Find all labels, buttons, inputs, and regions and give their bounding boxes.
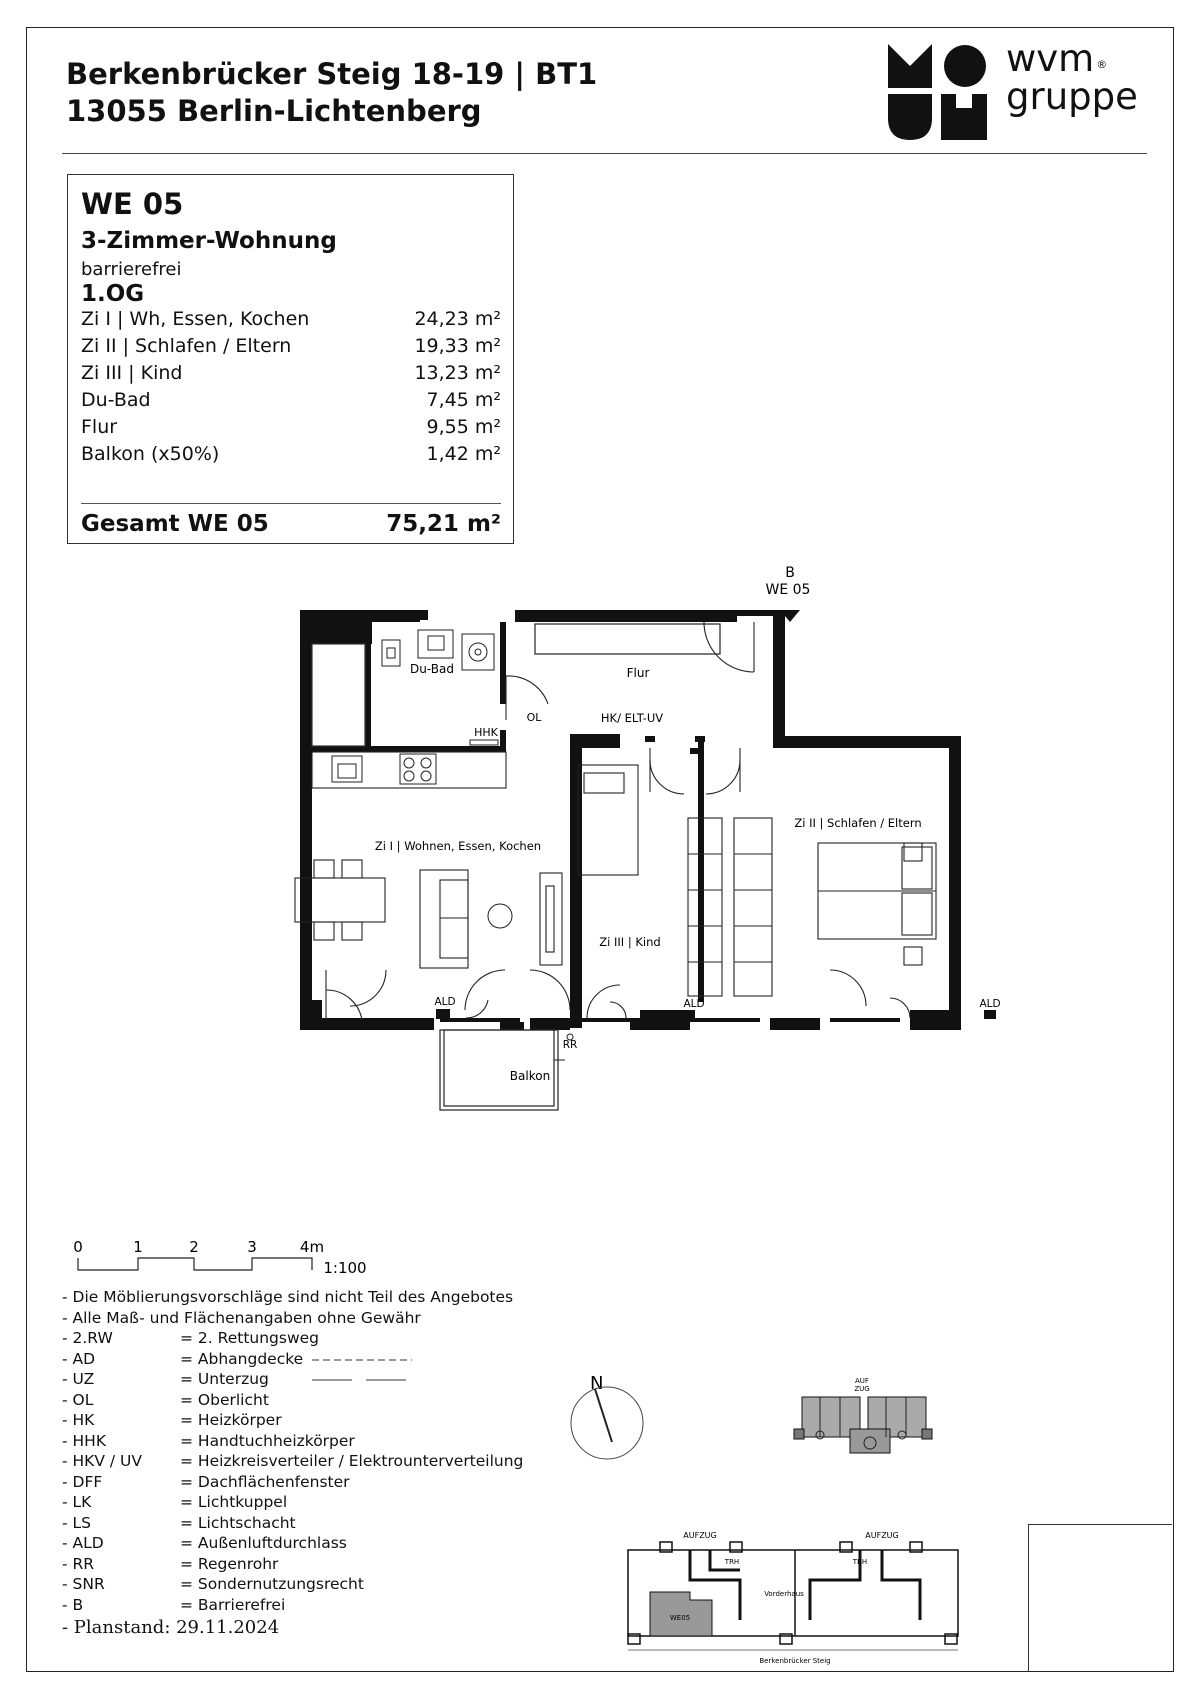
legend-item xyxy=(62,1328,513,1349)
hhk-label: HHK xyxy=(474,726,498,739)
compass-icon xyxy=(565,1371,655,1461)
shower-icon xyxy=(462,634,494,670)
site-trh-label: TRH xyxy=(852,1558,868,1566)
legend-item xyxy=(62,1349,513,1370)
legend-item xyxy=(62,1574,513,1595)
total-row xyxy=(81,511,501,537)
scale-tick: 0 xyxy=(73,1238,83,1256)
unit-floor: 1.OG xyxy=(81,281,145,307)
total-divider xyxy=(81,503,501,504)
legend-abbr: - HHK xyxy=(62,1431,106,1450)
legend-item xyxy=(62,1492,513,1513)
washbasin-icon xyxy=(418,630,453,658)
scale-tick: 3 xyxy=(247,1238,257,1256)
north-label: N xyxy=(590,1373,604,1394)
room-area-list xyxy=(81,308,501,470)
brand-line-1: wvm xyxy=(1006,37,1095,80)
scale-tick: 4m xyxy=(299,1238,325,1256)
ol-label: OL xyxy=(526,711,542,724)
unit-info-box xyxy=(67,174,514,544)
legend-item xyxy=(62,1513,513,1534)
site-street-label: Berkenbrücker Steig xyxy=(759,1657,831,1665)
unit-note: barrierefrei xyxy=(81,259,182,280)
legend-desc: = Sondernutzungsrecht xyxy=(180,1575,364,1593)
site-aufzug-label: AUFZUG xyxy=(683,1531,717,1540)
sofa-icon xyxy=(420,870,468,968)
entry-marker-label: B xyxy=(785,565,795,581)
site-aufzug-label: AUFZUG xyxy=(865,1531,899,1540)
total-label: Gesamt WE 05 xyxy=(81,511,269,537)
legend-desc: = Oberlicht xyxy=(180,1390,269,1409)
flur-label: Flur xyxy=(626,666,650,680)
wvm-logo-icon xyxy=(888,44,988,140)
scale-tick: 1 xyxy=(133,1238,143,1256)
bath-label: Du-Bad xyxy=(410,662,454,676)
legend-abbr: - SNR xyxy=(62,1575,105,1593)
total-area: 75,21 m² xyxy=(386,511,501,537)
legend-desc: = Abhangdecke xyxy=(180,1349,304,1368)
unit-id: WE 05 xyxy=(81,187,184,221)
kitchen-counter xyxy=(312,752,506,788)
legend-item xyxy=(62,1472,513,1493)
plan-date: - Planstand: 29.11.2024 xyxy=(62,1617,280,1638)
legend-item xyxy=(62,1595,513,1616)
legend-item xyxy=(62,1369,513,1390)
long-dash-line-icon xyxy=(312,1378,412,1382)
site-vorderhaus-label: Vorderhaus xyxy=(764,1590,804,1598)
legend-item xyxy=(62,1554,513,1575)
interior-walls xyxy=(312,622,705,1028)
balcony-label: Balkon xyxy=(509,1069,551,1083)
room-label: Flur xyxy=(81,416,118,438)
room-area: 9,55 m² xyxy=(426,416,501,438)
address-line-2: 13055 Berlin-Lichtenberg xyxy=(66,94,482,128)
legend-abbr: - DFF xyxy=(62,1472,103,1491)
wardrobe-niche xyxy=(535,624,720,654)
scale-bar xyxy=(70,1238,390,1288)
unit-type: 3-Zimmer-Wohnung xyxy=(81,228,337,254)
room-row xyxy=(81,335,501,362)
project-address xyxy=(66,56,597,130)
legend-desc: = Regenrohr xyxy=(180,1554,279,1573)
hk-label: HK/ ELT-UV xyxy=(600,711,664,725)
legend xyxy=(62,1287,524,1615)
address-line-1: Berkenbrücker Steig 18-19 | BT1 xyxy=(66,57,598,91)
legend-desc: = Unterzug xyxy=(180,1370,269,1388)
room-area: 1,42 m² xyxy=(426,443,501,465)
room-area: 7,45 m² xyxy=(426,389,501,411)
legend-note: - Alle Maß- und Flächenangaben ohne Gewähr xyxy=(62,1308,421,1327)
ald-label-living: ALD xyxy=(434,996,456,1008)
room-label: Zi II | Schlafen / Eltern xyxy=(81,335,292,357)
dashed-line-icon xyxy=(312,1358,412,1362)
legend-abbr: - 2.RW xyxy=(62,1329,113,1347)
building-keyplan-icon xyxy=(790,1375,940,1475)
site-unit-label: WE05 xyxy=(669,1614,691,1622)
legend-desc: = Heizkreisverteiler / Elektrounterverteilung xyxy=(180,1452,524,1470)
bedroom-label: Zi II | Schlafen / Eltern xyxy=(794,816,922,830)
legend-desc: = Lichtkuppel xyxy=(180,1493,288,1511)
legend-desc: = Dachflächenfenster xyxy=(180,1472,350,1491)
legend-abbr: - LK xyxy=(62,1493,92,1511)
room-label: Du-Bad xyxy=(81,389,151,411)
toilet-icon xyxy=(382,640,400,666)
room-label: Zi I | Wh, Essen, Kochen xyxy=(81,308,310,330)
kid-wardrobe-icon xyxy=(688,818,722,996)
kid-room-label: Zi III | Kind xyxy=(599,935,661,949)
brand-line-2: gruppe xyxy=(1006,75,1138,118)
legend-abbr: - B xyxy=(62,1595,84,1614)
kid-bed-icon xyxy=(578,765,638,875)
site-trh-label: TRH xyxy=(724,1558,740,1566)
rr-label: RR xyxy=(562,1039,578,1051)
scale-tick: 2 xyxy=(189,1238,199,1256)
room-label: Zi III | Kind xyxy=(81,362,183,384)
living-label: Zi I | Wohnen, Essen, Kochen xyxy=(374,839,542,853)
legend-desc: = Heizkörper xyxy=(180,1411,282,1429)
scale-ratio: 1:100 xyxy=(323,1259,367,1277)
room-row xyxy=(81,308,501,335)
room-row xyxy=(81,362,501,389)
site-plan-icon xyxy=(620,1520,970,1670)
legend-abbr: - HKV / UV xyxy=(62,1452,142,1470)
room-label: Balkon (x50%) xyxy=(81,443,220,465)
legend-desc: = 2. Rettungsweg xyxy=(180,1329,320,1347)
legend-desc: = Handtuchheizkörper xyxy=(180,1431,355,1450)
room-row xyxy=(81,416,501,443)
double-bed-icon xyxy=(818,843,936,965)
entry-unit-label: WE 05 xyxy=(765,582,811,598)
bedroom-wardrobe-icon xyxy=(734,818,772,996)
legend-item xyxy=(62,1390,513,1411)
mini-zug-label: ZUG xyxy=(854,1385,870,1393)
header-divider xyxy=(62,153,1147,154)
coffee-table-icon xyxy=(488,904,512,928)
legend-note: - Die Möblierungsvorschläge sind nicht Teil des Angebotes xyxy=(62,1288,514,1306)
floor-plan xyxy=(290,560,1050,1130)
mini-auf-label: AUF xyxy=(855,1377,869,1385)
room-row xyxy=(81,389,501,416)
legend-item xyxy=(62,1431,513,1452)
legend-abbr: - HK xyxy=(62,1411,95,1429)
legend-item xyxy=(62,1533,513,1554)
legend-desc: = Lichtschacht xyxy=(180,1513,296,1532)
legend-abbr: - LS xyxy=(62,1513,91,1532)
legend-item xyxy=(62,1451,524,1472)
corner-box xyxy=(1028,1524,1172,1671)
legend-abbr: - RR xyxy=(62,1554,95,1573)
room-area: 13,23 m² xyxy=(414,362,501,384)
legend-item xyxy=(62,1410,513,1431)
legend-abbr: - OL xyxy=(62,1390,94,1409)
tv-board-icon xyxy=(540,873,562,965)
legend-abbr: - ALD xyxy=(62,1534,104,1552)
legend-abbr: - UZ xyxy=(62,1370,95,1388)
brand-name xyxy=(1006,37,1138,118)
registered-mark: ® xyxy=(1096,58,1108,71)
room-area: 24,23 m² xyxy=(414,308,501,330)
room-area: 19,33 m² xyxy=(414,335,501,357)
legend-desc: = Außenluftdurchlass xyxy=(180,1534,347,1552)
room-row xyxy=(81,443,501,470)
legend-desc: = Barrierefrei xyxy=(180,1595,286,1614)
legend-abbr: - AD xyxy=(62,1349,96,1368)
ald-label-bedroom: ALD xyxy=(979,998,1001,1010)
ald-label-kid: ALD xyxy=(683,998,705,1010)
